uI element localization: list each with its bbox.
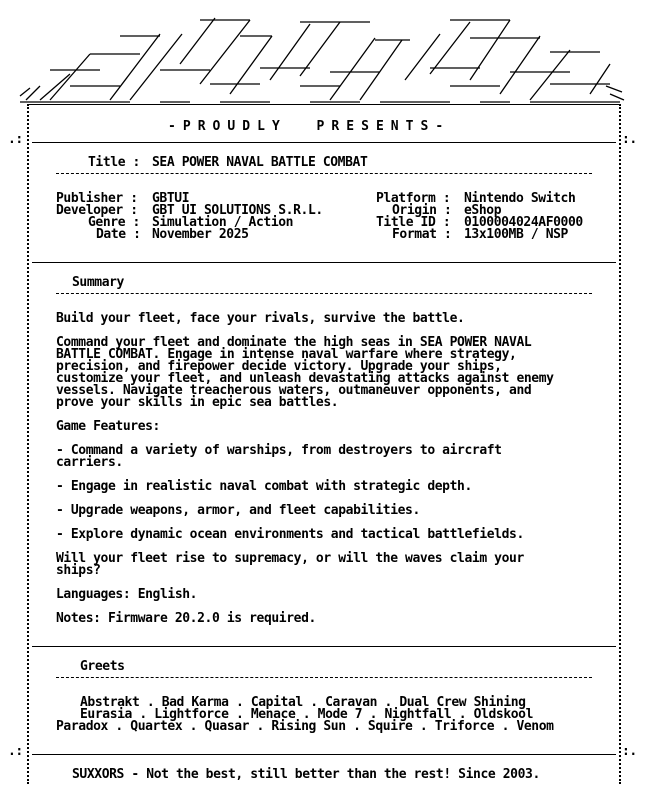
feature-item: - Upgrade weapons, armor, and fleet capabilities. [56, 503, 420, 518]
summary-heading: Summary [72, 275, 124, 290]
greets-underline [56, 677, 592, 678]
greets-line: Paradox . Quartex . Quasar . Rising Sun . Squire . Triforce . Venom [56, 719, 554, 734]
footer-tagline: SUXXORS - Not the best, still better than the rest! Since 2003. [72, 767, 540, 782]
origin-value: eShop [464, 203, 502, 218]
notes-line: Notes: Firmware 20.2.0 is required. [56, 611, 316, 626]
proudly-presents-banner: - P R O U D L Y P R E S E N T S - [168, 119, 443, 134]
title-label: Title : [88, 155, 140, 170]
right-notch-bottom: :. [622, 744, 637, 759]
genre-value: Simulation / Action [152, 215, 294, 230]
closing-line: Will your fleet rise to supremacy, or will the waves claim your [56, 551, 524, 566]
format-value: 13x100MB / NSP [464, 227, 568, 242]
section-rule-2 [32, 262, 616, 263]
title-id-value: 0100004024AF0000 [464, 215, 583, 230]
description-line: precision, and firepower decide victory. Upgrade your ships, [56, 359, 502, 374]
left-notch-top: .: [8, 132, 23, 147]
platform-label: Platform : [376, 191, 451, 206]
date-value: November 2025 [152, 227, 249, 242]
greets-line: Abstrakt . Bad Karma . Capital . Caravan . Dual Crew Shining [80, 695, 526, 710]
tagline: Build your fleet, face your rivals, survive the battle. [56, 311, 465, 326]
description-line: prove your skills in epic sea battles. [56, 395, 339, 410]
greets-heading: Greets [80, 659, 125, 674]
date-label: Date : [96, 227, 141, 242]
genre-label: Genre : [88, 215, 140, 230]
section-rule-4 [32, 754, 616, 755]
publisher-value: GBTUI [152, 191, 190, 206]
feature-item-continued: carriers. [56, 455, 123, 470]
developer-label: Developer : [56, 203, 138, 218]
right-notch-top: :. [622, 132, 637, 147]
publisher-label: Publisher : [56, 191, 138, 206]
description-line: Command your fleet and dominate the high seas in SEA POWER NAVAL [56, 335, 532, 350]
closing-line: ships? [56, 563, 101, 578]
section-rule-3 [32, 646, 616, 647]
greets-line: Eurasia . Lightforce . Menace . Mode 7 . Nightfall . Oldskool [80, 707, 534, 722]
left-notch-bottom: .: [8, 744, 23, 759]
summary-underline [56, 293, 592, 294]
description-line: vessels. Navigate treacherous waters, outmaneuver opponents, and [56, 383, 532, 398]
features-heading: Game Features: [56, 419, 160, 434]
origin-label: Origin : [392, 203, 452, 218]
description-line: customize your fleet, and unleash devastating attacks against enemy [56, 371, 554, 386]
frame-top-rule [28, 104, 620, 105]
frame-left-border [27, 104, 29, 784]
format-label: Format : [392, 227, 452, 242]
frame-right-border [619, 104, 621, 784]
platform-value: Nintendo Switch [464, 191, 576, 206]
feature-item: - Engage in realistic naval combat with strategic depth. [56, 479, 472, 494]
title-value: SEA POWER NAVAL BATTLE COMBAT [152, 155, 368, 170]
section-rule-1 [32, 142, 616, 143]
title-id-label: Title ID : [376, 215, 451, 230]
group-logo-art [10, 14, 630, 110]
title-underline [56, 173, 592, 174]
developer-value: GBT UI SOLUTIONS S.R.L. [152, 203, 323, 218]
languages-line: Languages: English. [56, 587, 198, 602]
description-line: BATTLE COMBAT. Engage in intense naval warfare where strategy, [56, 347, 517, 362]
feature-item: - Command a variety of warships, from destroyers to aircraft [56, 443, 502, 458]
feature-item: - Explore dynamic ocean environments and tactical battlefields. [56, 527, 524, 542]
